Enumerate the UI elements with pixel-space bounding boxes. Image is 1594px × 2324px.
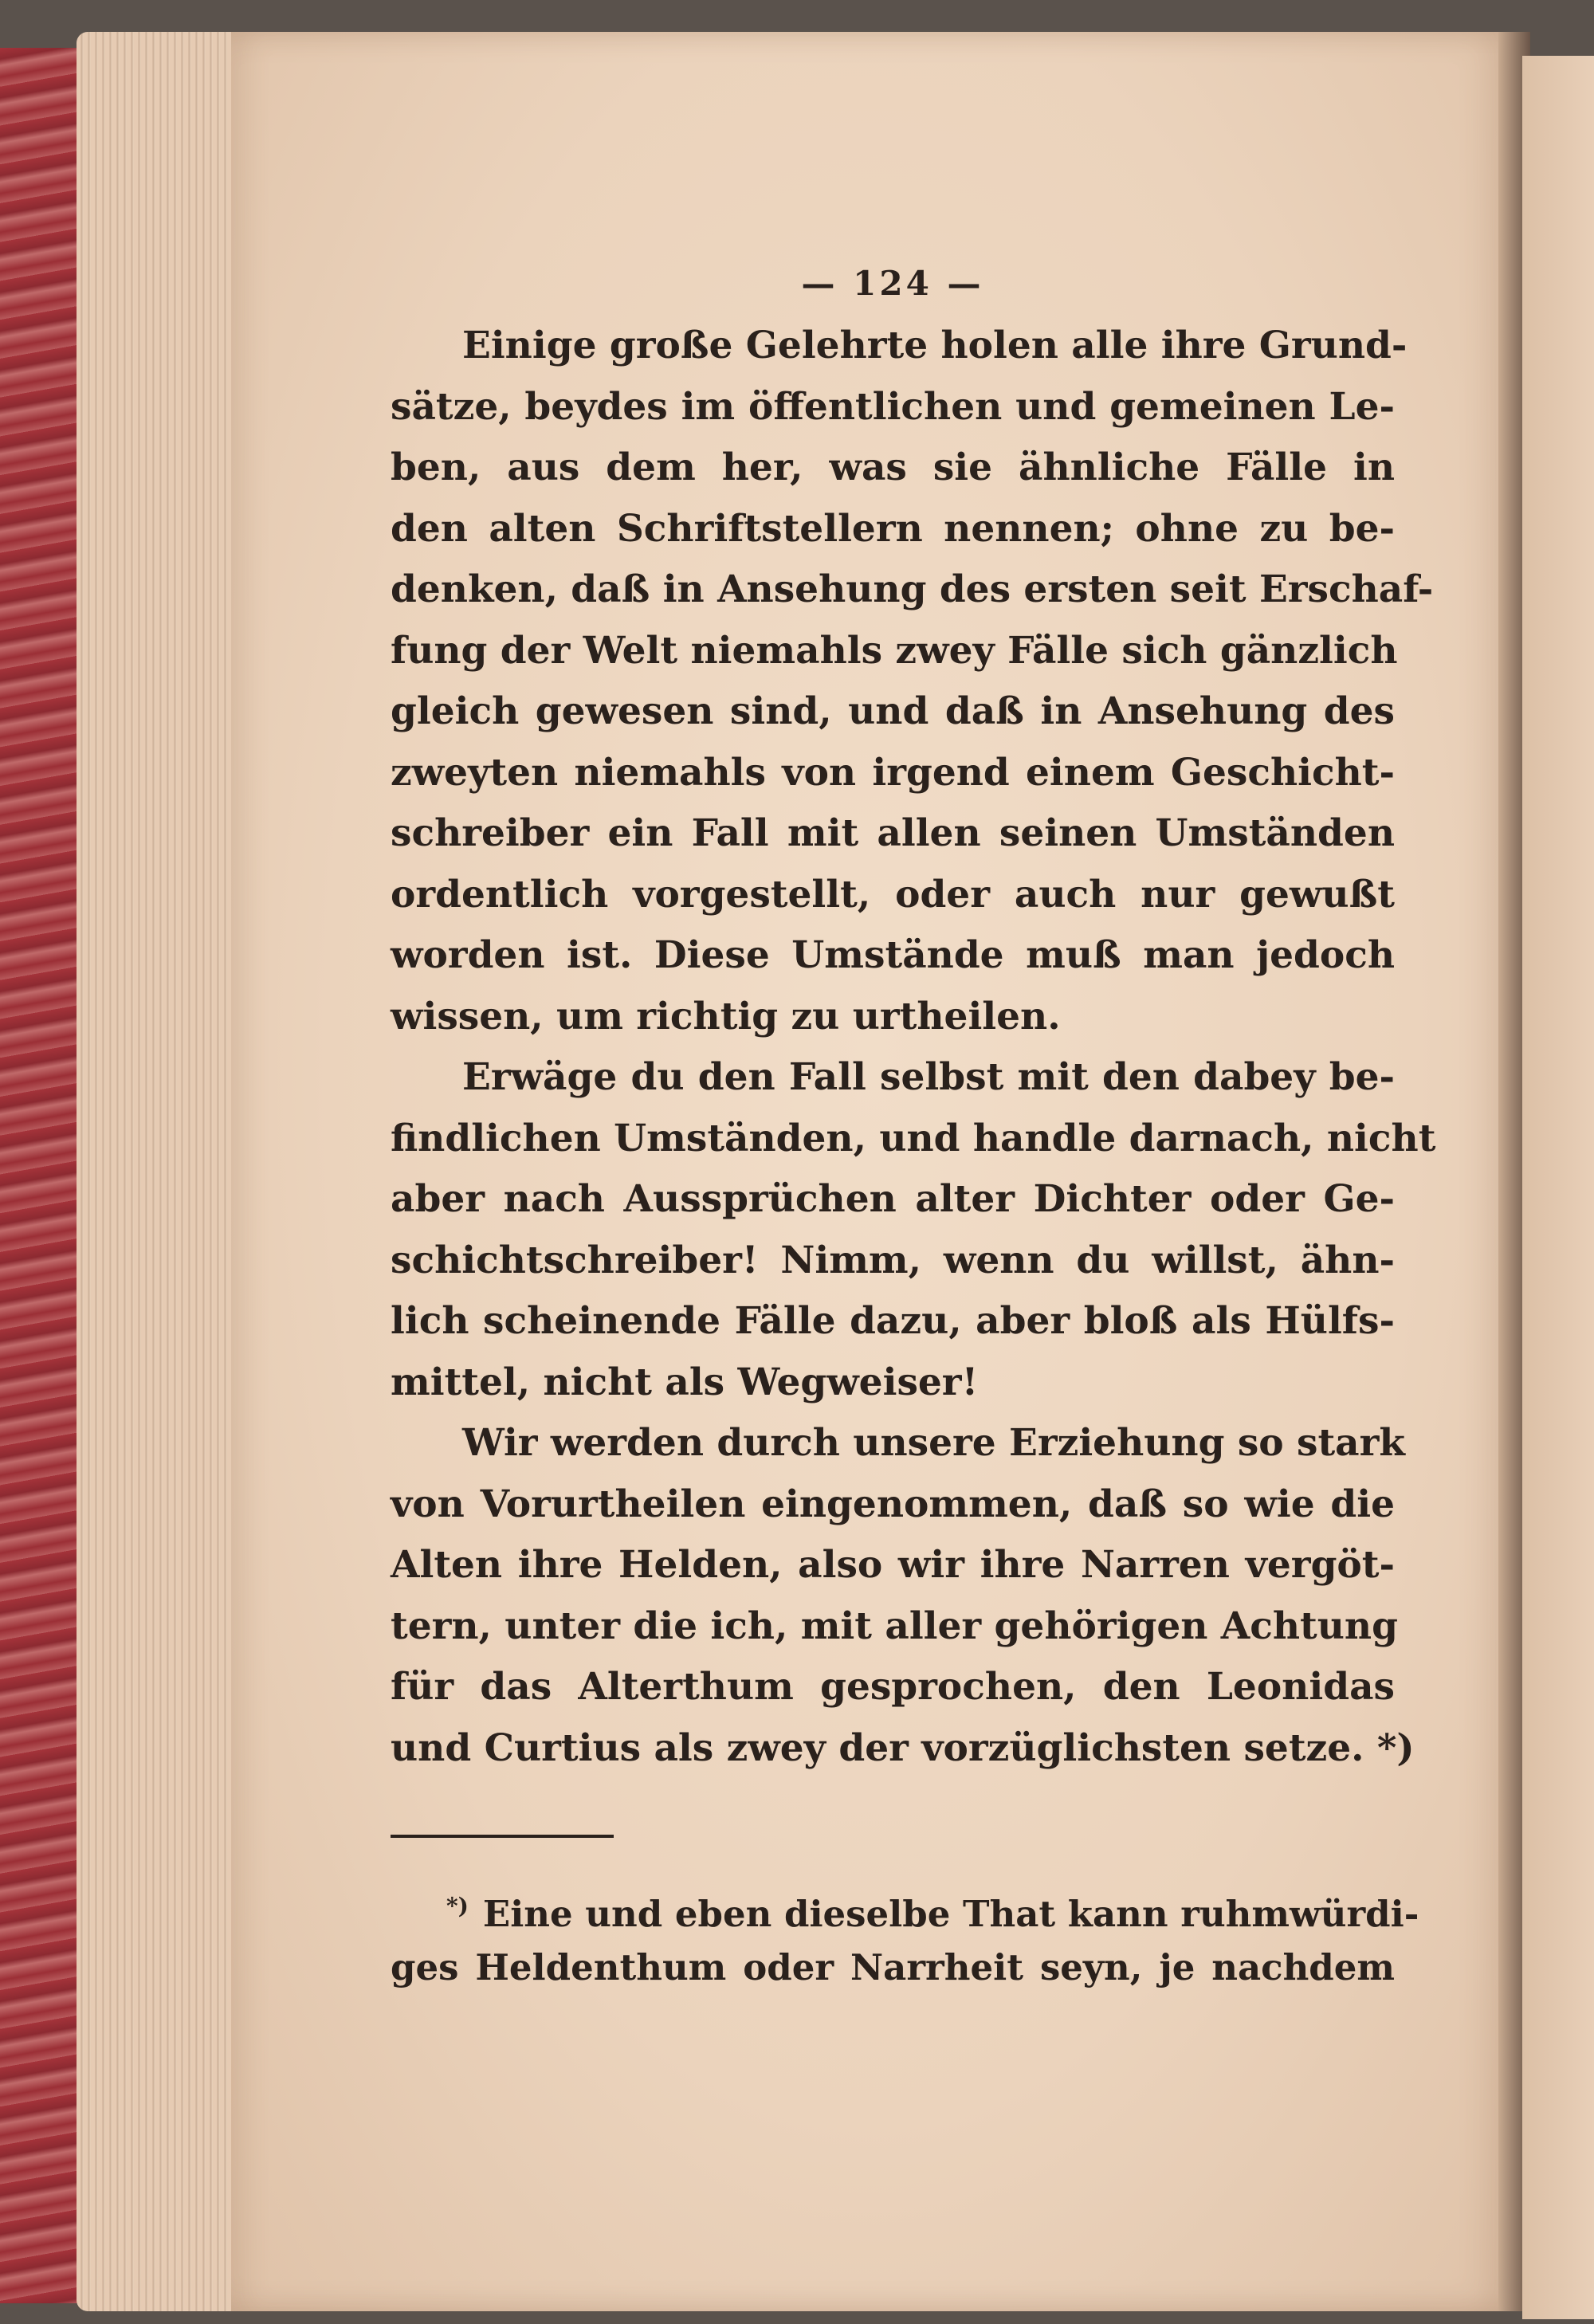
book-page: [231, 32, 1514, 2311]
text-line: für das Alterthum gesprochen, den Leonidas: [391, 1665, 1395, 1709]
text-line: wissen, um richtig zu urtheilen.: [391, 994, 1061, 1038]
text-line: aber nach Aussprüchen alter Dichter oder Ge-: [391, 1177, 1395, 1221]
text-line: Einige große Gelehrte holen alle ihre Grund-: [462, 324, 1408, 367]
text-line: ordentlich vorgestellt, oder auch nur gewußt: [391, 872, 1395, 917]
text-line: und Curtius als zwey der vorzüglichsten setze. *): [391, 1725, 1415, 1770]
footnote-line: ges Heldenthum oder Narrheit seyn, je nachdem: [391, 1945, 1395, 1988]
paragraph-1: [391, 316, 1434, 1047]
footnote-line-text: Eine und eben dieselbe That kann ruhmwürdi-: [482, 1893, 1419, 1935]
text-line: sätze, beydes im öffentlichen und gemeinen Le-: [391, 384, 1395, 429]
text-line: ben, aus dem her, was sie ähnliche Fälle in: [391, 446, 1395, 489]
text-line: den alten Schriftstellern nennen; ohne zu be-: [391, 506, 1395, 551]
text-line: gleich gewesen sind, und daß in Ansehung des: [391, 689, 1395, 733]
next-page-edge: [1522, 56, 1594, 2319]
text-line: Alten ihre Helden, also wir ihre Narren vergöt-: [391, 1543, 1395, 1587]
text-line: von Vorurtheilen eingenommen, daß so wie die: [391, 1482, 1395, 1526]
footnote: [391, 1876, 1419, 1998]
paragraph-3: [391, 1413, 1415, 1779]
text-line: denken, daß in Ansehung des ersten seit Erschaf-: [391, 567, 1434, 611]
footnote-divider: [391, 1835, 614, 1838]
page-number: — 124 —: [801, 264, 984, 303]
text-line: schreiber ein Fall mit allen seinen Umständen: [391, 811, 1395, 855]
text-block: [391, 255, 1436, 1998]
text-line: schichtschreiber! Nimm, wenn du willst, ähn-: [391, 1238, 1395, 1282]
text-line: zweyten niemahls von irgend einem Geschicht-: [391, 750, 1395, 795]
paragraph-2: [391, 1047, 1436, 1413]
text-line: tern, unter die ich, mit aller gehörigen Achtung: [391, 1604, 1398, 1648]
text-line: lich scheinende Fälle dazu, aber bloß als Hülfs-: [391, 1299, 1395, 1343]
footnote-marker: *): [446, 1893, 469, 1919]
text-line: findlichen Umständen, und handle darnach, nicht: [391, 1116, 1436, 1160]
text-line: mittel, nicht als Wegweiser!: [391, 1360, 979, 1404]
text-line: worden ist. Diese Umstände muß man jedoch: [391, 933, 1395, 977]
text-line: fung der Welt niemahls zwey Fälle sich gänzlich: [391, 628, 1398, 673]
text-line: Erwäge du den Fall selbst mit den dabey be-: [462, 1055, 1395, 1099]
footnote-line: [391, 1876, 1419, 1937]
text-line: Wir werden durch unsere Erziehung so stark: [462, 1421, 1405, 1465]
